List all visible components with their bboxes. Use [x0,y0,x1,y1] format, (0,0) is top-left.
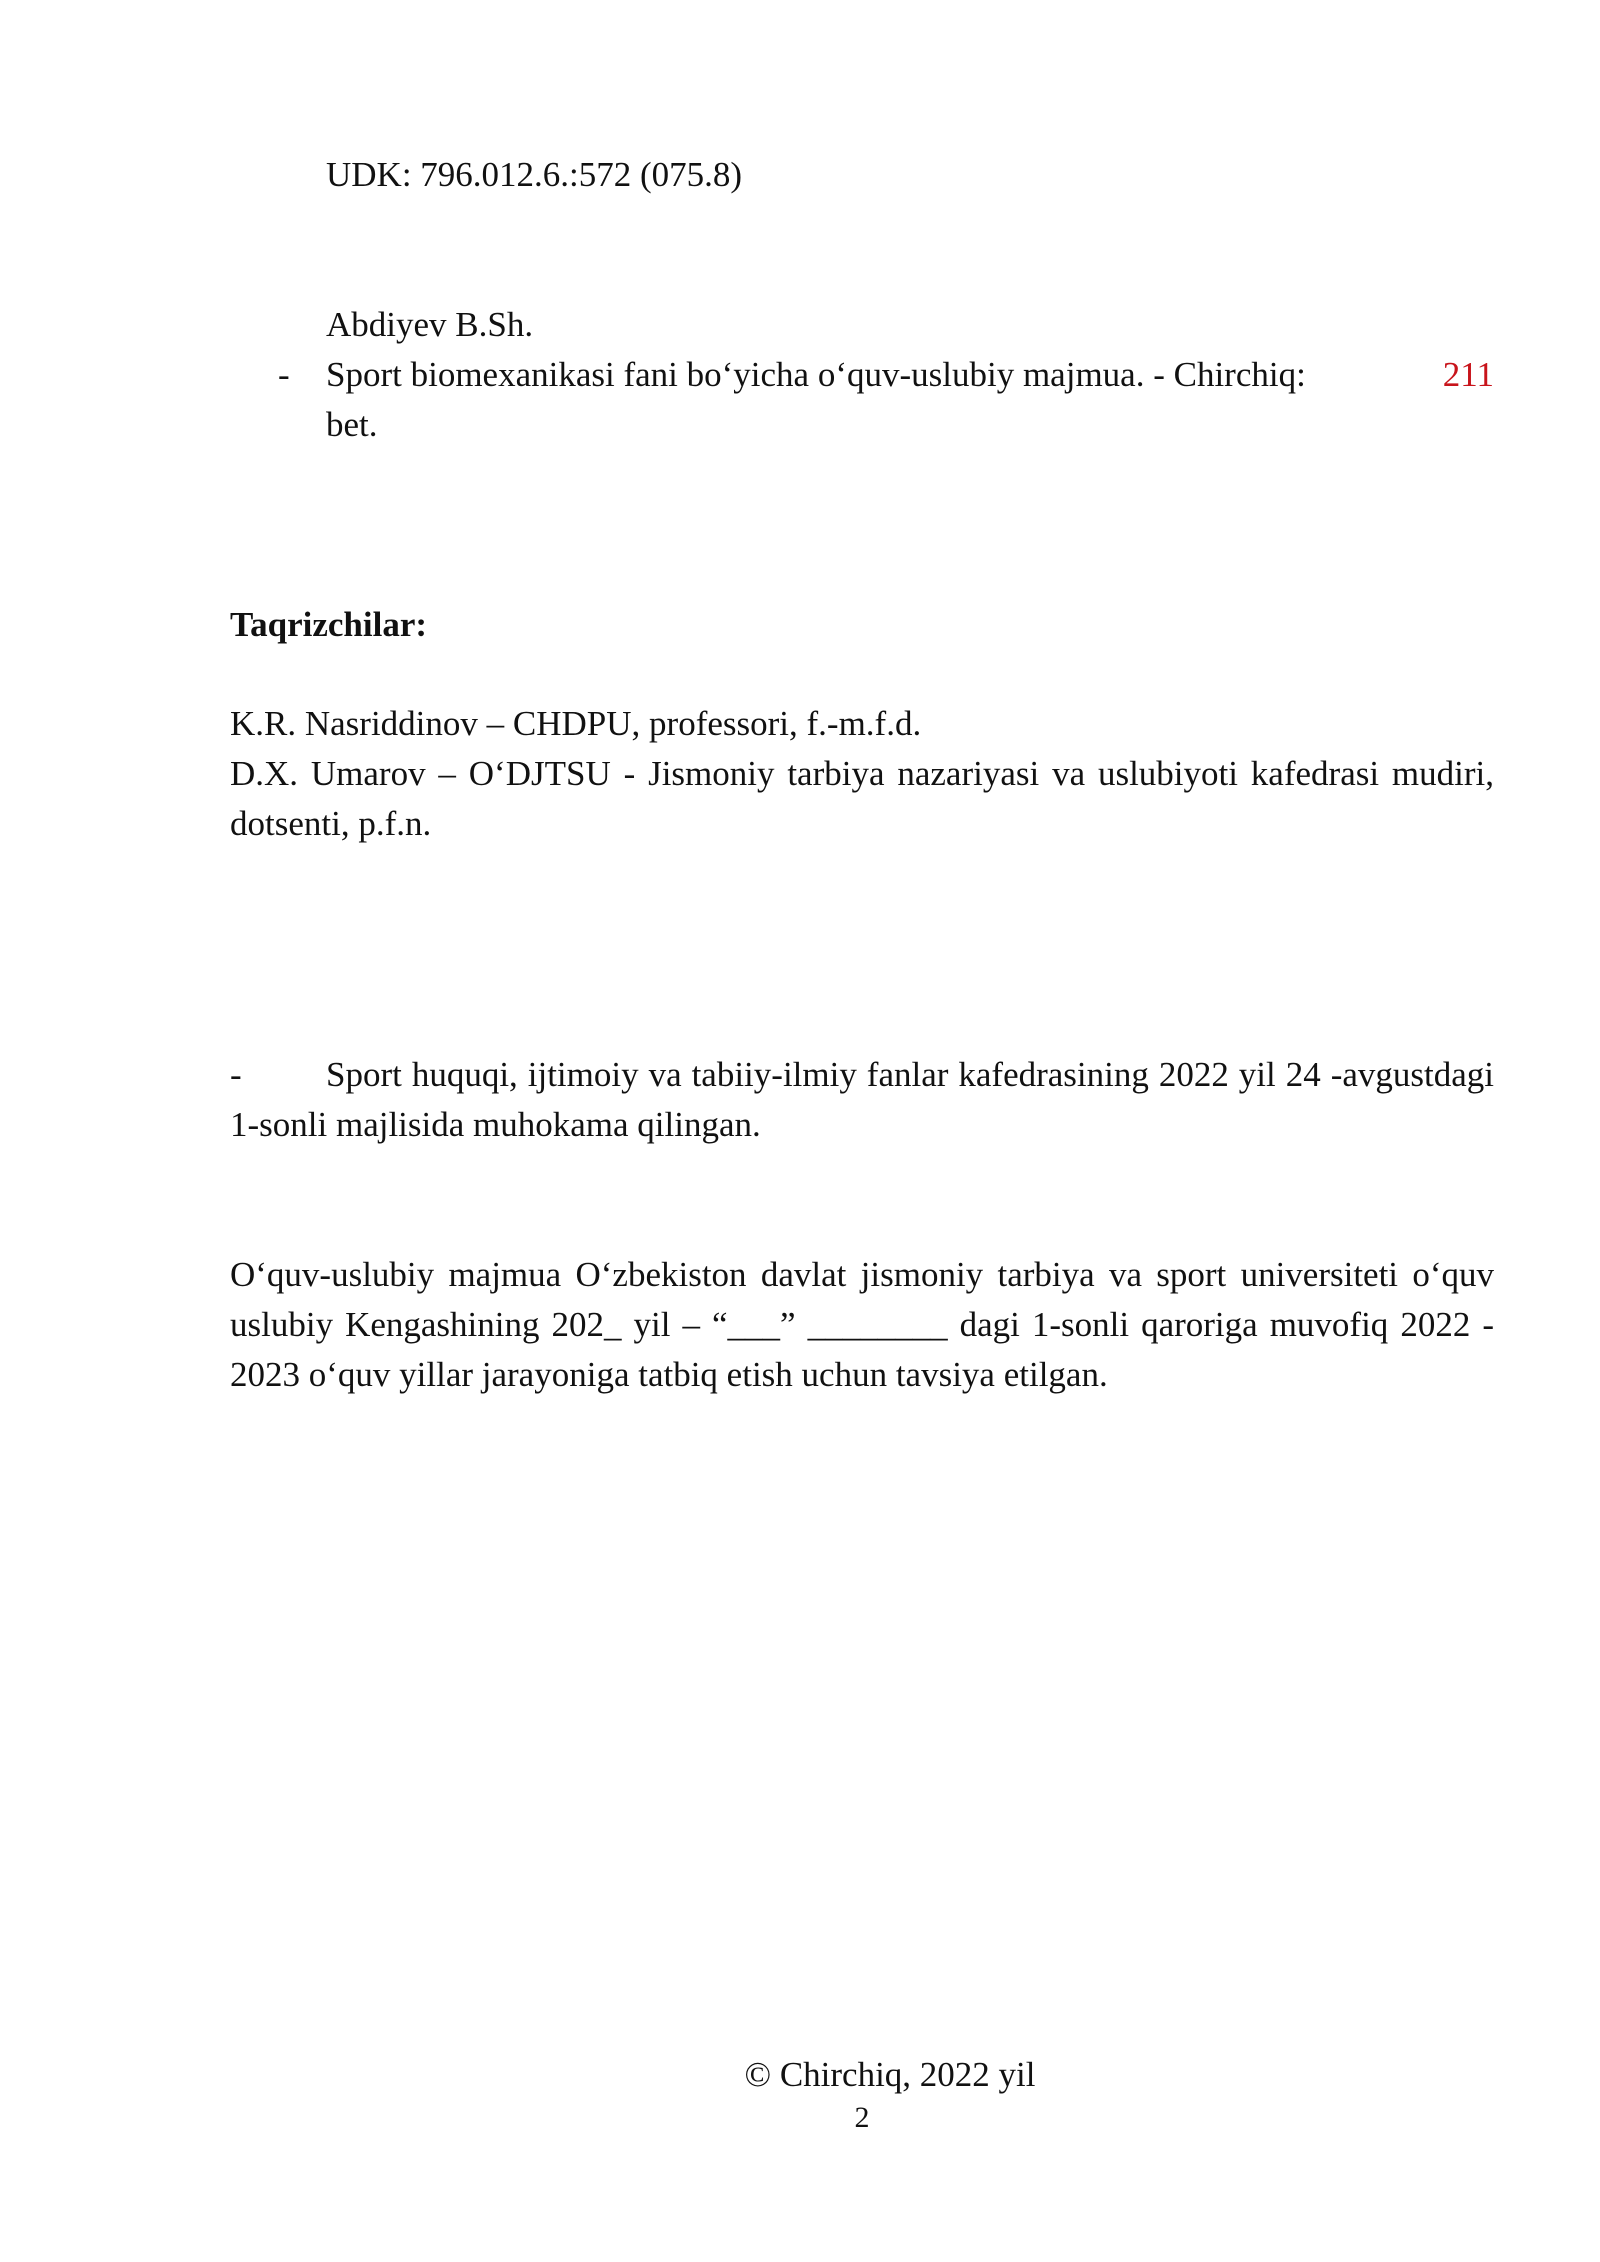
page-number: 2 [854,2101,870,2134]
reviewer-item: K.R. Nasriddinov – CHDPU, professori, f.-m.f.d. [230,704,922,743]
discussion-text: Sport huquqi, ijtimoiy va tabiiy-ilmiy fanlar kafedrasining 2022 yil 24 -avgustdagi 1-sonli majlisida muhokama qilingan. [230,1055,1494,1144]
discussion-note [230,1050,1494,1150]
footer-copyright: © Chirchiq, 2022 yil [744,2055,1036,2094]
bibliography-line [326,350,1494,400]
page-count-unit: bet. [326,405,378,444]
reviewer-item: D.X. Umarov – O‘DJTSU - Jismoniy tarbiya nazariyasi va uslubiyoti kafedrasi mudiri, dotsenti, p.f.n. [230,754,1494,843]
bibliography-text: Sport biomexanikasi fani bo‘yicha o‘quv-uslubiy majmua. - Chirchiq: [326,355,1306,394]
author-name: Abdiyev B.Sh. [326,305,534,344]
bibliography-dash: - [278,355,290,394]
page-count: 211 [1442,355,1494,394]
discussion-dash: - [230,1055,242,1094]
recommendation-note: O‘quv-uslubiy majmua O‘zbekiston davlat jismoniy tarbiya va sport universiteti o‘quv uslubiy Kengashining 202_ yil – “___” ________ dagi 1-sonli qaroriga muvofiq 2022 - 2023 o‘quv yillar jarayoniga tatbiq etish uchun tavsiya etilgan. [230,1255,1494,1394]
reviewers-heading: Taqrizchilar: [230,605,428,644]
udk-code: UDK: 796.012.6.:572 (075.8) [326,155,743,194]
